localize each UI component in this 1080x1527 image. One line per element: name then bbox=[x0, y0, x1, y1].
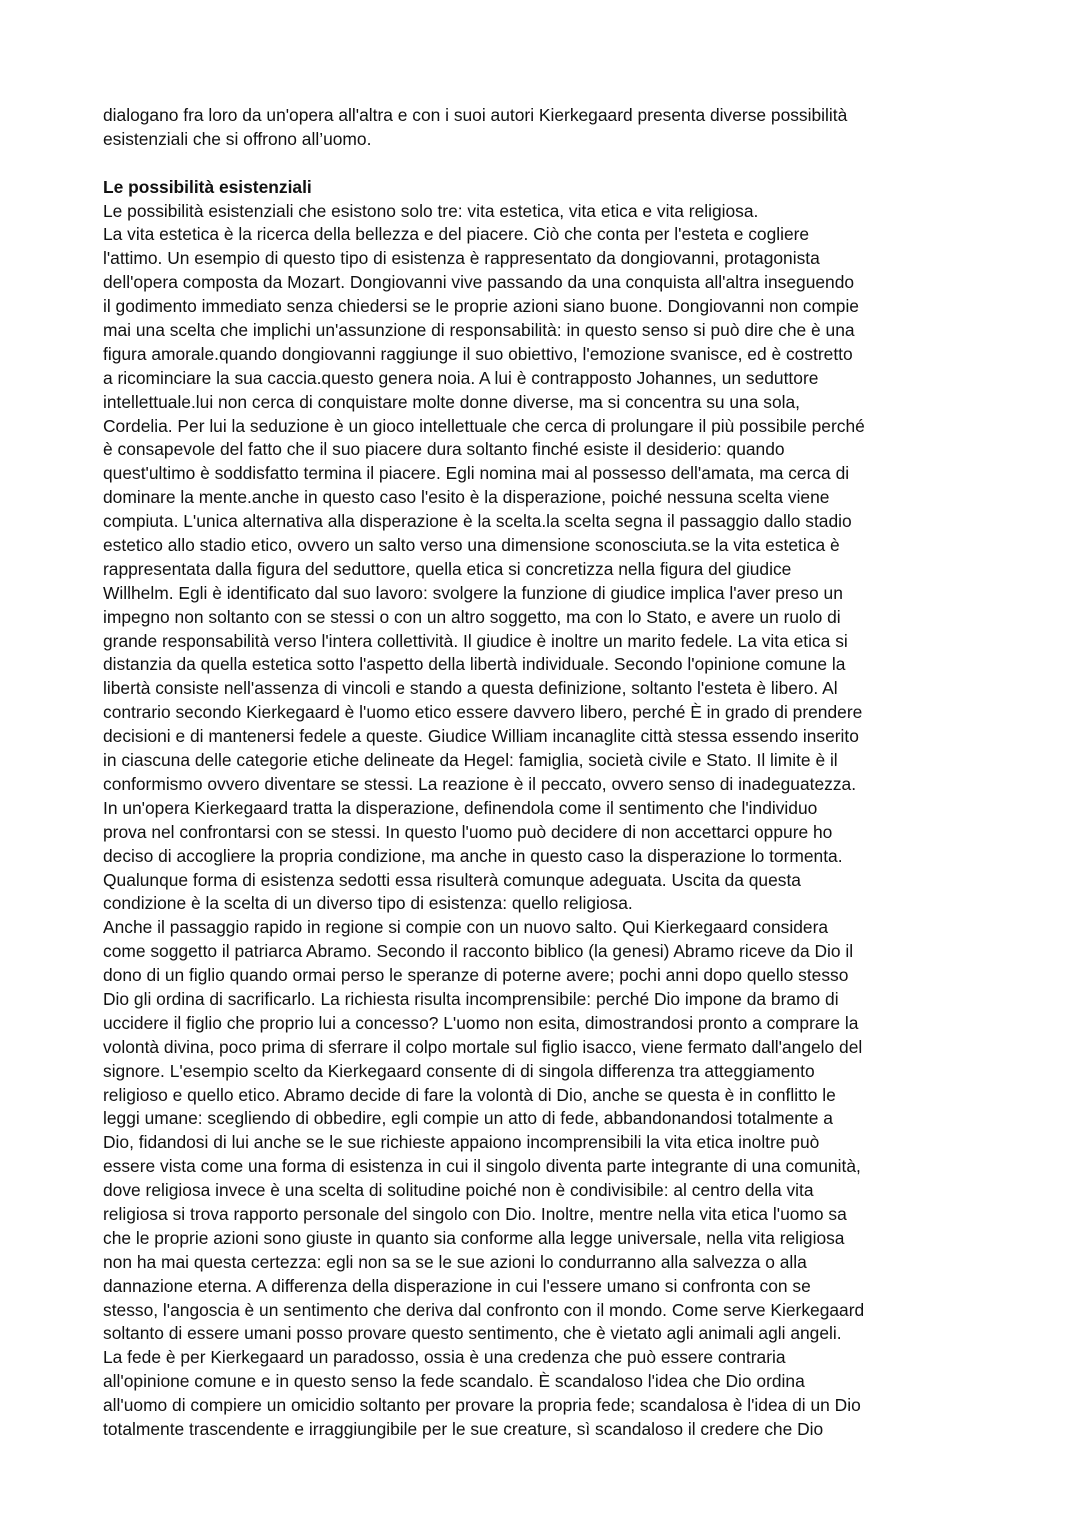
text-line: non ha mai questa certezza: egli non sa se le sue azioni lo condurranno alla salvezza o alla bbox=[103, 1251, 807, 1272]
paragraph-gap bbox=[103, 152, 983, 176]
text-line: deciso di accogliere la propria condizione, ma anche in questo caso la disperazione lo tormenta. bbox=[103, 845, 843, 866]
body-text bbox=[103, 200, 983, 1442]
text-line: essere vista come una forma di esistenza in cui il singolo diventa parte integrante di una comunità, bbox=[103, 1156, 861, 1177]
text-line: Dio, fidandosi di lui anche se le sue richieste appaiono incomprensibili la vita etica inoltre può bbox=[103, 1132, 820, 1153]
text-line: soltanto di essere umani posso provare questo sentimento, che è vietato agli animali agli angeli. bbox=[103, 1323, 842, 1344]
text-line: come soggetto il patriarca Abramo. Secondo il racconto biblico (la genesi) Abramo riceve da Dio il bbox=[103, 941, 854, 962]
text-line: decisioni e di mantenersi fedele a queste. Giudice William incanaglite città stessa essendo inserito bbox=[103, 726, 859, 747]
text-line: compiuta. L'unica alternativa alla disperazione è la scelta.la scelta segna il passaggio dallo stadio bbox=[103, 511, 852, 532]
text-line: contrario secondo Kierkegaard è l'uomo etico essere davvero libero, perché È in grado di prendere bbox=[103, 702, 863, 723]
document-page bbox=[103, 104, 983, 1442]
text-line: In un'opera Kierkegaard tratta la disperazione, definendola come il sentimento che l'individuo bbox=[103, 797, 818, 818]
text-line: in ciascuna delle categorie etiche delineate da Hegel: famiglia, società civile e Stato. Il limite è il bbox=[103, 750, 838, 771]
text-line: condizione è la scelta di un diverso tipo di esistenza: quello religiosa. bbox=[103, 893, 633, 914]
intro-paragraph bbox=[103, 104, 983, 152]
text-line: uccidere il figlio che proprio lui a concesso? L'uomo non esita, dimostrandosi pronto a comprare la bbox=[103, 1012, 859, 1033]
text-line: mai una scelta che implichi un'assunzione di responsabilità: in questo senso si può dire che è una bbox=[103, 320, 855, 341]
text-line: impegno non soltanto con se stessi o con un altro soggetto, ma con lo Stato, e avere un ruolo di bbox=[103, 606, 841, 627]
text-line: dannazione eterna. A differenza della disperazione in cui l'essere umano si confronta con se bbox=[103, 1275, 811, 1296]
text-line: il godimento immediato senza chiedersi se le proprie azioni siano buone. Dongiovanni non compie bbox=[103, 296, 859, 317]
text-line: dominare la mente.anche in questo caso l'esito è la disperazione, poiché nessuna scelta viene bbox=[103, 487, 830, 508]
text-line: totalmente trascendente e irraggiungibile per le sue creature, sì scandaloso il credere che Dio bbox=[103, 1418, 824, 1439]
text-line: esistenziali che si offrono all’uomo. bbox=[103, 128, 372, 149]
text-line: dialogano fra loro da un'opera all'altra e con i suoi autori Kierkegaard presenta diverse possibilità bbox=[103, 105, 848, 125]
text-line: stesso, l'angoscia è un sentimento che deriva dal confronto con il mondo. Come serve Kierkegaard bbox=[103, 1299, 865, 1320]
text-line: leggi umane: scegliendo di obbedire, egli compie un atto di fede, abbandonandosi totalmente a bbox=[103, 1108, 833, 1129]
text-line: all'opinione comune e in questo senso la fede scandalo. È scandaloso l'idea che Dio ordina bbox=[103, 1371, 805, 1392]
text-line: Anche il passaggio rapido in regione si compie con un nuovo salto. Qui Kierkegaard considera bbox=[103, 917, 829, 938]
text-line: che le proprie azioni sono giuste in quanto sia conforme alla legge universale, nella vita religiosa bbox=[103, 1227, 845, 1248]
text-line: rappresentata dalla figura del seduttore, quella etica si concretizza nella figura del giudice bbox=[103, 558, 792, 579]
text-line: religiosa si trova rapporto personale del singolo con Dio. Inoltre, mentre nella vita etica l'uomo sa bbox=[103, 1203, 847, 1224]
text-line: l'attimo. Un esempio di questo tipo di esistenza è rappresentato da dongiovanni, protagonista bbox=[103, 248, 820, 269]
text-line: Cordelia. Per lui la seduzione è un gioco intellettuale che cerca di prolungare il più possibile perché bbox=[103, 415, 865, 436]
text-line: La fede è per Kierkegaard un paradosso, ossia è una credenza che può essere contraria bbox=[103, 1347, 786, 1368]
text-line: Dio gli ordina di sacrificarlo. La richiesta risulta incomprensibile: perché Dio impone da bramo di bbox=[103, 988, 839, 1009]
text-line: a ricominciare la sua caccia.questo genera noia. A lui è contrapposto Johannes, un seduttore bbox=[103, 367, 819, 388]
text-line: prova nel confrontarsi con se stessi. In questo l'uomo può decidere di non accettarci oppure ho bbox=[103, 821, 833, 842]
text-line: quest'ultimo è soddisfatto termina il piacere. Egli nomina mai al possesso dell'amata, ma cerca di bbox=[103, 463, 850, 484]
text-line: dono di un figlio quando ormai perso le speranze di poterne avere; pochi anni dopo quello stesso bbox=[103, 965, 849, 986]
text-line: figura amorale.quando dongiovanni raggiunge il suo obiettivo, l'emozione svanisce, ed è costretto bbox=[103, 343, 853, 364]
text-line: Le possibilità esistenziali che esistono solo tre: vita estetica, vita etica e vita religiosa. bbox=[103, 200, 759, 221]
text-line: volontà divina, poco prima di sferrare il colpo mortale sul figlio isacco, viene fermato dall'angelo del bbox=[103, 1036, 863, 1057]
text-line: libertà consiste nell'assenza di vincoli e stando a questa definizione, soltanto l'esteta è libero. Al bbox=[103, 678, 838, 699]
text-line: all'uomo di compiere un omicidio soltanto per provare la propria fede; scandalosa è l'idea di un Dio bbox=[103, 1395, 861, 1416]
section-heading: Le possibilità esistenziali bbox=[103, 176, 312, 197]
text-line: Qualunque forma di esistenza sedotti essa risulterà comunque adeguata. Uscita da questa bbox=[103, 869, 801, 890]
text-line: dove religiosa invece è una scelta di solitudine poiché non è condivisibile: al centro della vita bbox=[103, 1180, 814, 1201]
text-line: estetico allo stadio etico, ovvero un salto verso una dimensione sconosciuta.se la vita estetica è bbox=[103, 535, 840, 556]
text-line: conformismo ovvero diventare se stessi. La reazione è il peccato, ovvero senso di inadeguatezza. bbox=[103, 773, 857, 794]
text-line: è consapevole del fatto che il suo piacere dura soltanto finché esiste il desiderio: quando bbox=[103, 439, 785, 460]
text-line: grande responsabilità verso l'intera collettività. Il giudice è inoltre un marito fedele. La vita etica si bbox=[103, 630, 848, 651]
text-line: dell'opera composta da Mozart. Dongiovanni vive passando da una conquista all'altra inseguendo bbox=[103, 272, 855, 293]
text-line: Willhelm. Egli è identificato dal suo lavoro: svolgere la funzione di giudice implica l'aver preso un bbox=[103, 582, 843, 603]
text-line: distanzia da quella estetica sotto l'aspetto della libertà individuale. Secondo l'opinione comune la bbox=[103, 654, 846, 675]
text-line: religioso e quello etico. Abramo decide di fare la volontà di Dio, anche se questa è in conflitto le bbox=[103, 1084, 836, 1105]
text-line: signore. L'esempio scelto da Kierkegaard consente di di singola differenza tra atteggiamento bbox=[103, 1060, 815, 1081]
text-line: La vita estetica è la ricerca della bellezza e del piacere. Ciò che conta per l'esteta e cogliere bbox=[103, 224, 810, 245]
text-line: intellettuale.lui non cerca di conquistare molte donne diverse, ma si concentra su una sola, bbox=[103, 391, 800, 412]
